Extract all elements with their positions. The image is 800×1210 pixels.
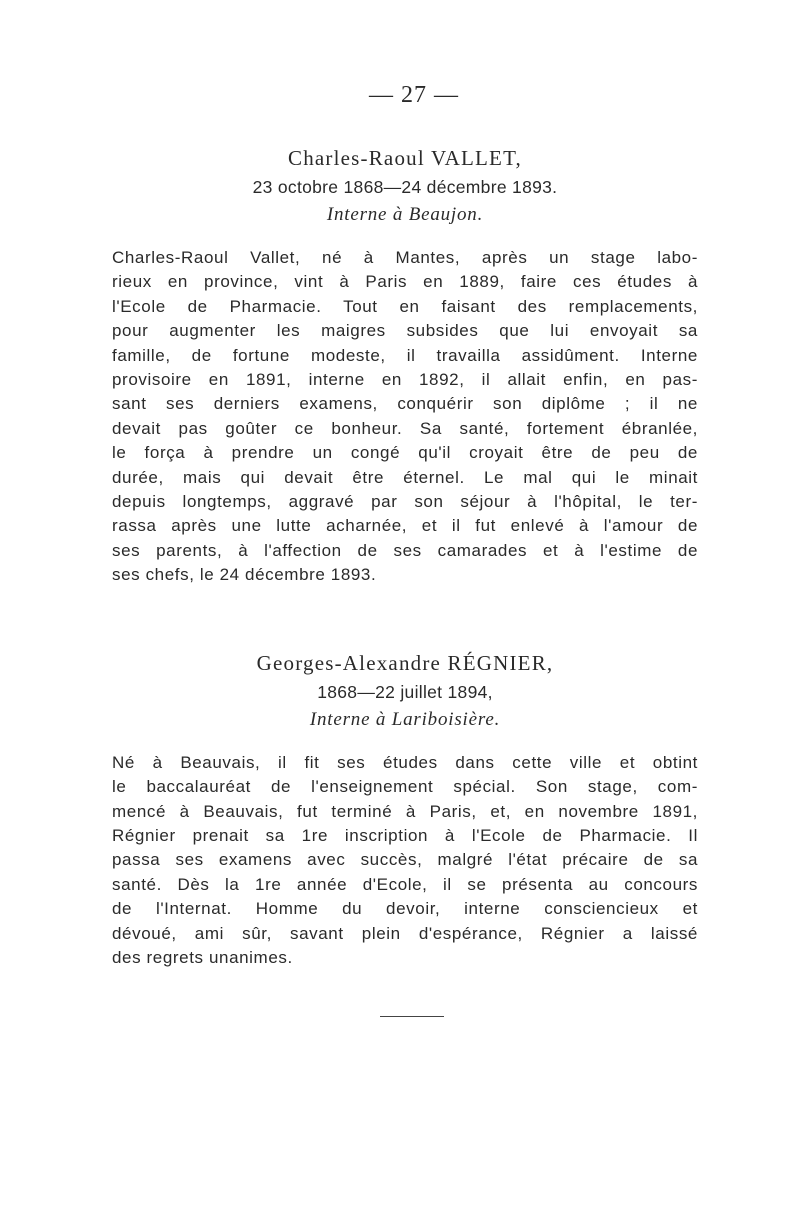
text-line: des regrets unanimes.	[112, 947, 293, 967]
text-line: provisoire en 1891, interne en 1892, il allait enfin, en pas-	[112, 370, 698, 390]
text-line: ses chefs, le 24 décembre 1893.	[112, 565, 377, 585]
text-line: durée, mais qui devait être éternel. Le mal qui le minait	[112, 467, 698, 487]
page-number: — 27 —	[369, 82, 459, 108]
text-line: de l'Internat. Homme du devoir, interne consciencieux et	[112, 899, 698, 919]
page-content	[112, 82, 698, 1017]
text-line: le baccalauréat de l'enseignement spécial. Son stage, com-	[112, 777, 698, 797]
entry-name: Charles-Raoul VALLET,	[287, 146, 522, 170]
entry-paragraph	[112, 246, 698, 588]
text-line: devait pas goûter ce bonheur. Sa santé, fortement ébranlée,	[112, 418, 698, 438]
closing-rule	[380, 1016, 444, 1017]
text-line: Charles-Raoul Vallet, né à Mantes, après un stage labo-	[112, 248, 698, 267]
text-line: passa ses examens avec succès, malgré l'état précaire de sa	[112, 850, 698, 870]
entry-dates: 1868—22 juillet 1894,	[317, 681, 493, 702]
text-line: pour augmenter les maigres subsides que lui envoyait sa	[112, 321, 698, 341]
text-line: famille, de fortune modeste, il travailla assidûment. Interne	[112, 345, 698, 365]
entry-paragraph	[112, 751, 698, 971]
text-line: Régnier prenait sa 1re inscription à l'Ecole de Pharmacie. Il	[112, 825, 698, 845]
text-line: rassa après une lutte acharnée, et il fut enlevé à l'amour de	[112, 516, 698, 536]
entry-name: Georges-Alexandre RÉGNIER,	[256, 650, 554, 675]
entry-dates: 23 octobre 1868—24 décembre 1893.	[252, 177, 558, 197]
text-line: rieux en province, vint à Paris en 1889, faire ces études à	[112, 272, 698, 292]
text-line: santé. Dès la 1re année d'Ecole, il se présenta au concours	[112, 874, 698, 894]
text-line: Né à Beauvais, il fit ses études dans cette ville et obtint	[112, 752, 698, 772]
text-line: l'Ecole de Pharmacie. Tout en faisant des remplacements,	[112, 296, 698, 316]
obituary-entry-regnier	[112, 648, 698, 971]
text-line: le força à prendre un congé qu'il croyait être de peu de	[112, 443, 698, 463]
text-line: depuis longtemps, aggravé par son séjour à l'hôpital, le ter-	[112, 492, 698, 512]
text-line: ses parents, à l'affection de ses camarades et à l'estime de	[112, 540, 698, 560]
text-line: dévoué, ami sûr, savant plein d'espérance, Régnier a laissé	[112, 923, 698, 943]
obituary-entry-vallet	[112, 143, 698, 588]
entry-post: Interne à Lariboisière.	[309, 708, 501, 730]
text-line: sant ses derniers examens, conquérir son diplôme ; il ne	[112, 394, 698, 414]
text-line: mencé à Beauvais, fut terminé à Paris, et, en novembre 1891,	[112, 801, 698, 821]
entry-post: Interne à Beaujon.	[326, 204, 484, 225]
